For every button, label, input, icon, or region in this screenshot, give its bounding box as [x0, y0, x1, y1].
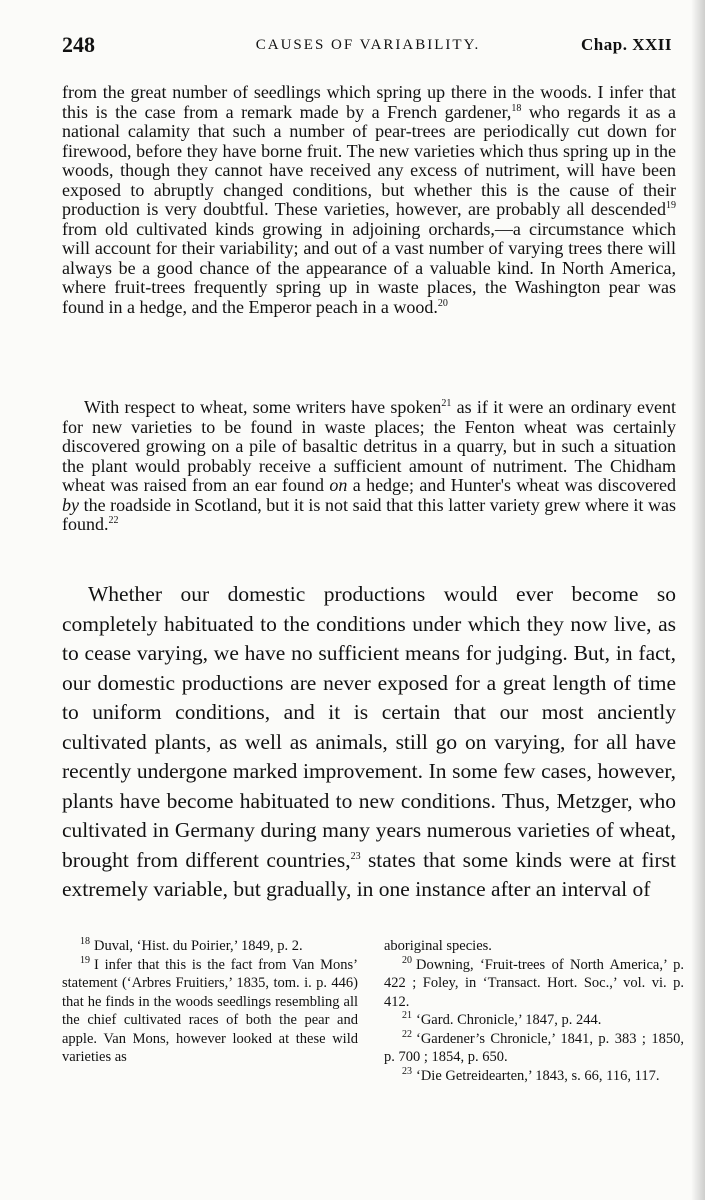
footnotes-right-column — [384, 937, 684, 1085]
footnotes-left-column — [62, 937, 358, 1067]
footnote-ref-19: 19 — [666, 200, 676, 211]
running-head — [62, 32, 674, 60]
running-title: CAUSES OF VARIABILITY. — [255, 37, 481, 53]
page-edge-shadow — [691, 0, 705, 1200]
footnote-20: $^{20}$ Downing, ‘Fruit-trees of North America,’ p. 422 ; Foley, in ‘Transact. Hort. Soc.,’ vol. vi. p. 412. — [384, 954, 684, 1010]
footnote-23: $^{23}$ ‘Die Getreidearten,’ 1843, s. 66, 116, 117. — [402, 1065, 660, 1084]
footnote-ref-20: 20 — [437, 297, 448, 309]
footnote-ref-18: 18 — [511, 102, 522, 114]
footnote-ref-22: 22 — [108, 515, 119, 526]
footnote-19-continued: aboriginal species. — [384, 938, 492, 954]
paragraph-wheat: With respect to wheat, some writers have spoken$^{21}$ as if it were an ordinary event for new varieties to be found in waste places; the Fenton wheat was certainly discovered growing on a pile of basaltic detritus in a quarry, but in such a situation the plant would probably receive a sufficient amount of nutriment. The Chidham wheat was raised from an ear found on a hedge; and Hunter's wheat was discovered by the roadside in Scotland, but it is not said that this latter variety grew where it was found.$^{22}$ — [62, 397, 676, 534]
footnote-21: $^{21}$ ‘Gard. Chronicle,’ 1847, p. 244. — [402, 1010, 602, 1028]
footnote-19: $^{19}$ I infer that this is the fact from Van Mons’ statement (‘Arbres Fruitiers,’ 1835, tom. i. p. 446) that he finds in the woods seedlings resembling all the chief cultivated races of both the pear and apple. Van Mons, however looked at these wild varieties as — [62, 954, 358, 1065]
footnote-ref-23: 23 — [350, 850, 361, 862]
footnote-22: $^{22}$ ‘Gardener’s Chronicle,’ 1841, p. 383 ; 1850, p. 700 ; 1854, p. 650. — [384, 1028, 684, 1065]
page-number: 248 — [62, 32, 95, 57]
paragraph-continued: from the great number of seedlings which spring up there in the woods. I infer that this is the case from a remark made by a French gardener,$^{18}$ who regards it as a national calamity that such a number of pear-trees are periodically cut down for firewood, before they have borne fruit. The new varieties which thus spring up in the woods, though they cannot have received any excess of nutriment, will have been exposed to abruptly changed conditions, but whether this is the cause of their production is very doubtful. These varieties, however, are probably all descended$^{19}$ from old cultivated kinds growing in adjoining orchards,—a circumstance which will account for their variability; and out of a vast number of varying trees there will always be a good chance of the appearance of a valuable kind. In North America, where fruit-trees frequently spring up in waste places, the Washington pear was found in a hedge, and the Emperor peach in a wood.$^{20}$ — [62, 82, 676, 317]
paragraph-habituation: Whether our domestic productions would ever become so completely habituated to the conditions under which they now live, as to cease varying, we have no sufficient means for judging. But, in fact, our domestic productions are never exposed for a great length of time to uniform conditions, and it is certain that our most anciently cultivated plants, as well as animals, still go on varying, for all have recently undergone marked improvement. In some few cases, however, plants have become habituated to new conditions. Thus, Metzger, who cultivated in Germany during many years numerous varieties of wheat, brought from different countries,$^{23}$ states that some kinds were at first extremely variable, but gradually, in one instance after an interval of — [62, 582, 677, 901]
chapter-label: Chap. XXII — [581, 35, 672, 54]
footnote-18: $^{18}$ Duval, ‘Hist. du Poirier,’ 1849, p. 2. — [80, 936, 303, 954]
footnote-ref-21: 21 — [441, 398, 452, 409]
